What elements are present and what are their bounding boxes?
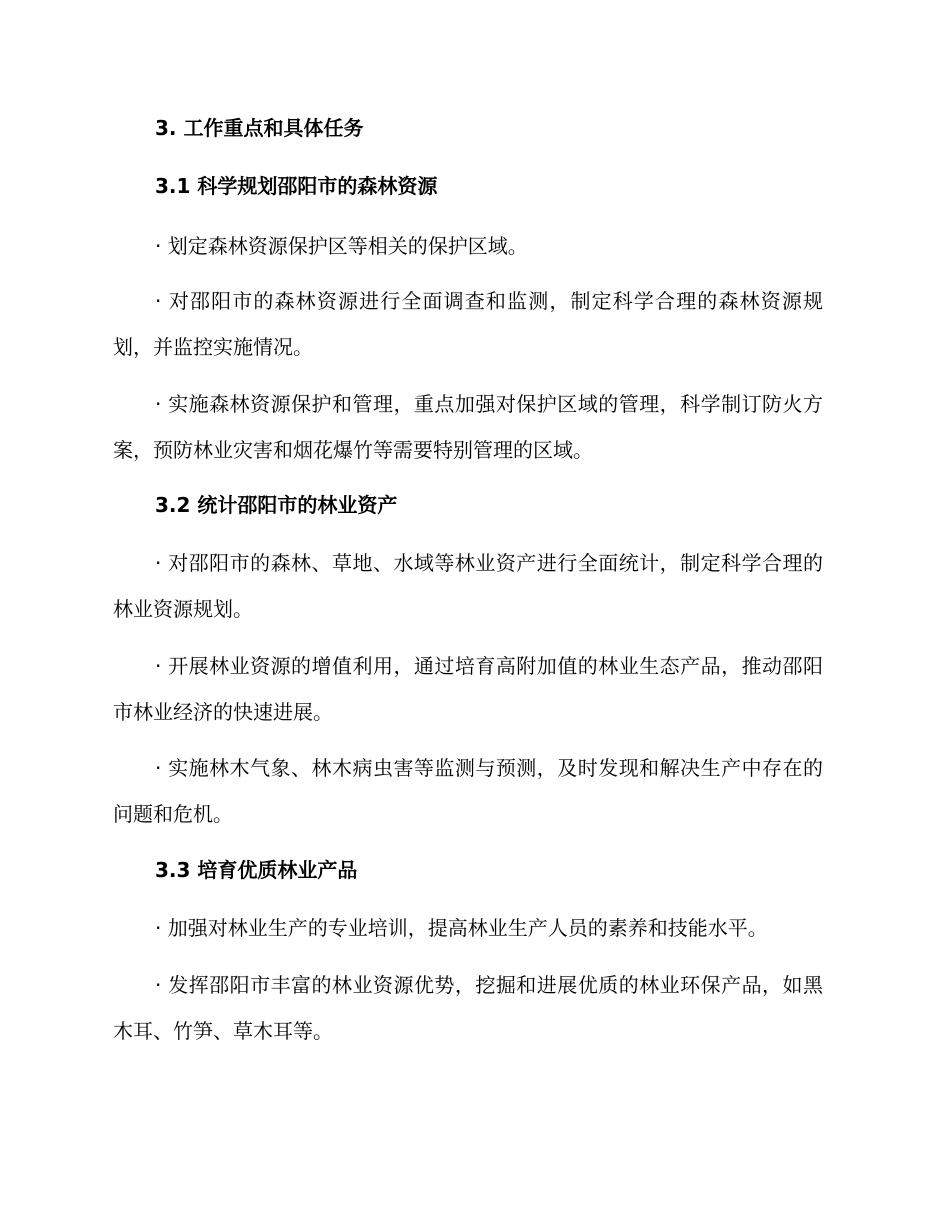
paragraph-3-3-1: · 加强对林业生产的专业培训，提高林业生产人员的素养和技能水平。: [155, 916, 768, 940]
subsection-title-3-1: 3.1 科学规划邵阳市的森林资源: [155, 174, 438, 198]
subsection-title-3-3: 3.3 培育优质林业产品: [155, 858, 358, 882]
subsection-title-3-2: 3.2 统计邵阳市的林业资产: [155, 493, 398, 517]
paragraph-3-3-2: · 发挥邵阳市丰富的林业资源优势，挖掘和进展优质的林业环保产品，如黑木耳、竹笋、草木耳等。: [113, 973, 823, 1043]
paragraph-3-1-2: · 对邵阳市的森林资源进行全面调查和监测，制定科学合理的森林资源规划，并监控实施情况。: [113, 289, 823, 359]
paragraph-3-1-1: · 划定森林资源保护区等相关的保护区域。: [155, 234, 528, 258]
paragraph-3-2-1: · 对邵阳市的森林、草地、水域等林业资产进行全面统计，制定科学合理的林业资源规划。: [113, 551, 823, 621]
section-title: 3. 工作重点和具体任务: [155, 116, 364, 140]
paragraph-3-2-2: · 开展林业资源的增值利用，通过培育高附加值的林业生态产品，推动邵阳市林业经济的快速进展。: [113, 654, 823, 724]
paragraph-3-1-3: · 实施森林资源保护和管理，重点加强对保护区域的管理，科学制订防火方案，预防林业灾害和烟花爆竹等需要特别管理的区域。: [113, 392, 823, 462]
paragraph-3-2-3: · 实施林木气象、林木病虫害等监测与预测，及时发现和解决生产中存在的问题和危机。: [113, 756, 823, 826]
